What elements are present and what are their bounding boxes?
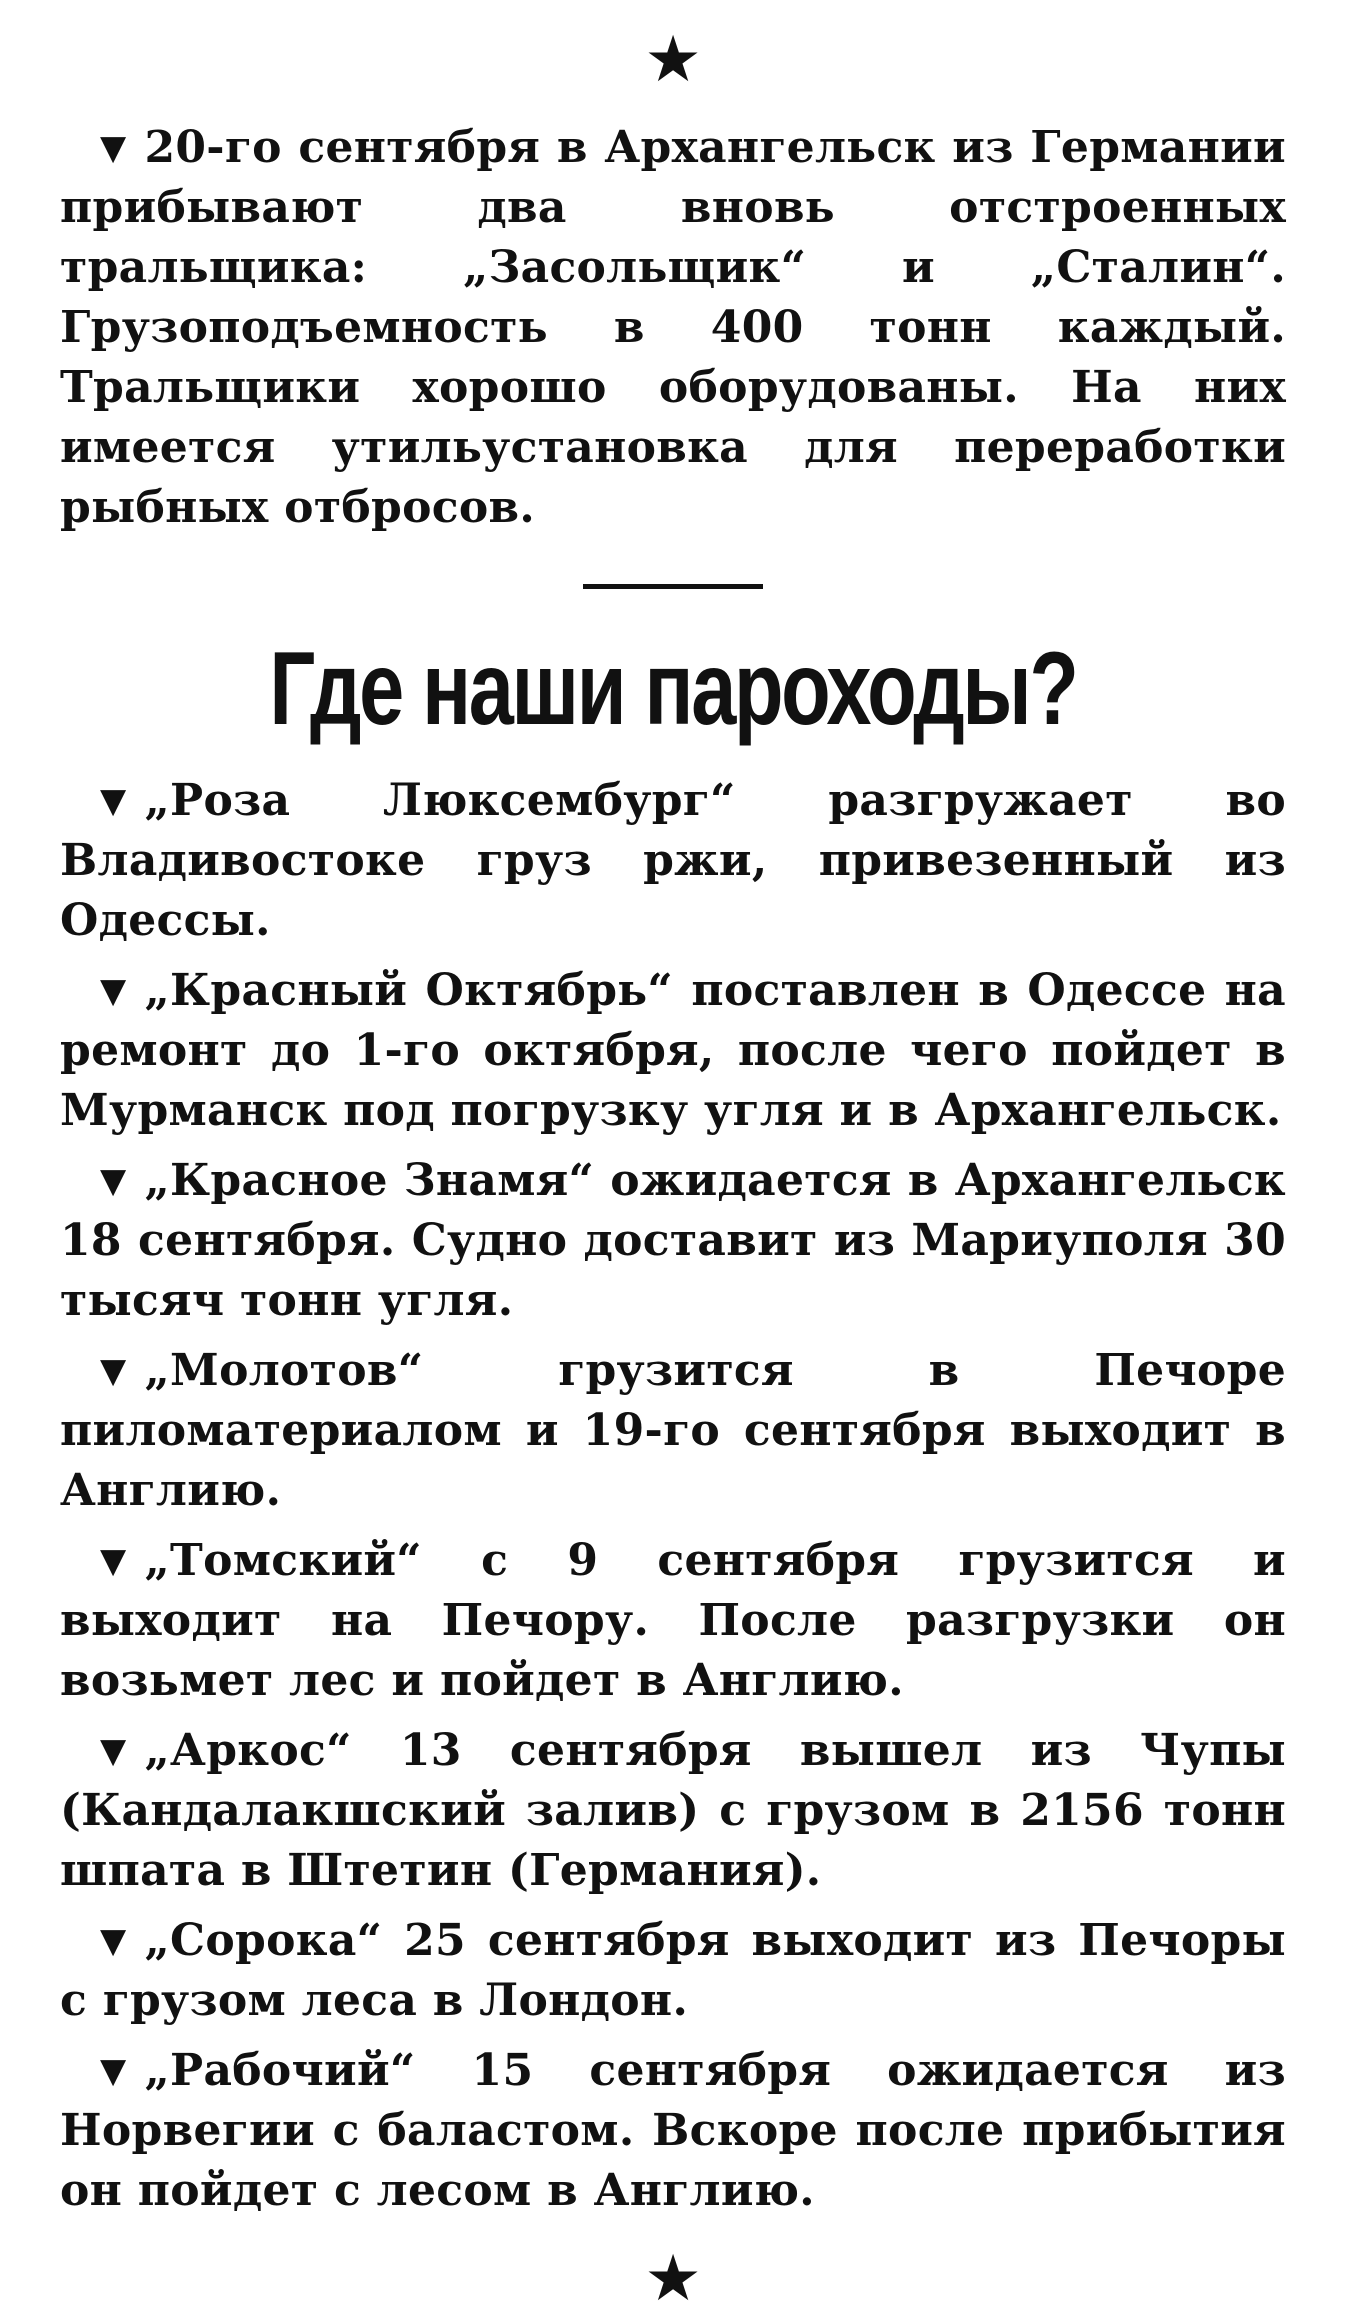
entry-text: „Аркос“ 13 сентября вышел из Чупы (Кандалакшский залив) с грузом в 2156 тонн шпата в Штетин (Германия). (60, 1725, 1286, 1896)
divider-rule (583, 584, 763, 589)
headline: Где наши пароходы? (269, 631, 1077, 747)
triangle-bullet-icon: ▼ (100, 1731, 127, 1771)
triangle-bullet-icon: ▼ (100, 1541, 127, 1581)
entry-text: „Красное Знамя“ ожидается в Архангельск 18 сентября. Судно доставит из Мариуполя 30 тысяч тонн угля. (60, 1155, 1286, 1326)
lead-note (60, 118, 1286, 538)
lead-note-text: 20-го сентября в Архангельск из Германии прибывают два вновь отстроенных тральщика: „Засольщик“ и „Сталин“. Грузоподъемность в 400 тонн каждый. Тральщики хорошо оборудованы. На них имеется утильустановка для переработки рыбных отбросов. (60, 122, 1286, 533)
list-item (60, 1911, 1286, 2031)
list-item (60, 2041, 1286, 2221)
triangle-bullet-icon: ▼ (100, 781, 127, 821)
list-item (60, 961, 1286, 1141)
entry-text: „Рабочий“ 15 сентября ожидается из Норвегии с баластом. Вскоре после прибытия он пойдет с лесом в Англию. (60, 2045, 1286, 2216)
entry-text: „Красный Октябрь“ поставлен в Одессе на ремонт до 1-го октября, после чего пойдет в Мурманск под погрузку угля и в Архангельск. (60, 965, 1286, 1136)
entry-text: „Сорока“ 25 сентября выходит из Печоры с грузом леса в Лондон. (60, 1915, 1286, 2026)
triangle-bullet-icon: ▼ (100, 1351, 127, 1391)
triangle-bullet-icon: ▼ (100, 1921, 127, 1961)
list-item (60, 771, 1286, 951)
entry-text: „Роза Люксембург“ разгружает во Владивостоке груз ржи, привезенный из Одессы. (60, 775, 1286, 946)
list-item (60, 1531, 1286, 1711)
triangle-bullet-icon: ▼ (100, 2051, 127, 2091)
entry-text: „Молотов“ грузится в Печоре пиломатериалом и 19-го сентября выходит в Англию. (60, 1345, 1286, 1516)
triangle-bullet-icon: ▼ (100, 1161, 127, 1201)
list-item (60, 1151, 1286, 1331)
newspaper-column (60, 20, 1286, 2316)
ship-entries-list (60, 771, 1286, 2221)
triangle-bullet-icon: ▼ (100, 971, 127, 1011)
triangle-bullet-icon: ▼ (100, 128, 127, 168)
entry-text: „Томский“ с 9 сентября грузится и выходит на Печору. После разгрузки он возьмет лес и пойдет в Англию. (60, 1535, 1286, 1706)
star-ornament-icon: ★ (644, 2242, 702, 2316)
list-item (60, 1341, 1286, 1521)
list-item (60, 1721, 1286, 1901)
star-ornament-icon: ★ (644, 23, 702, 97)
